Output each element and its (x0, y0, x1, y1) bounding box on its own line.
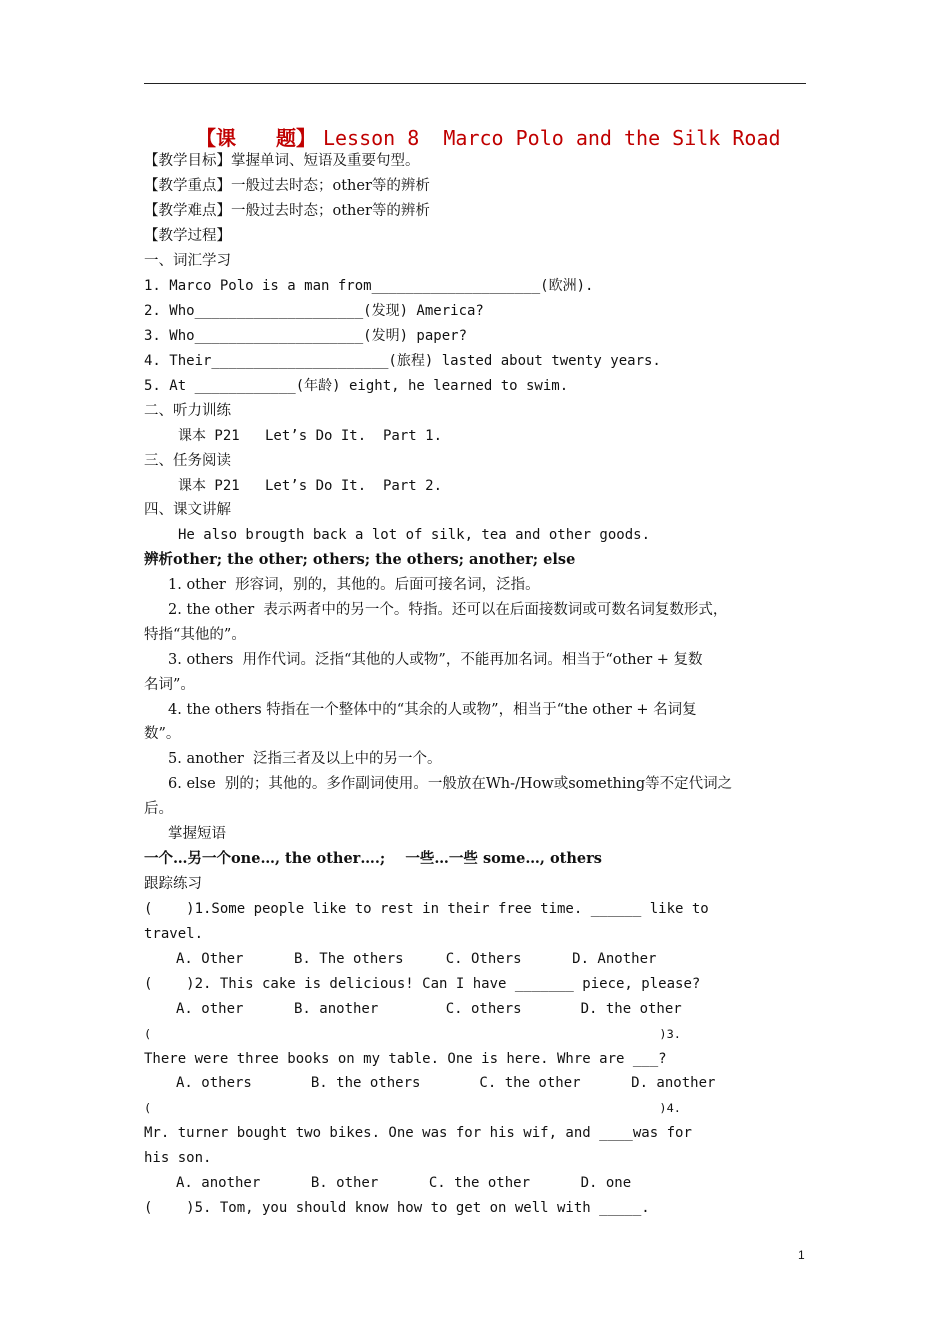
practice-heading: 跟踪练习 (144, 876, 202, 892)
analysis-item-the-others-cont: 数”。 (144, 726, 181, 742)
question-4: ( )4. (144, 1101, 681, 1115)
vocab-heading: 一、词汇学习 (144, 253, 231, 269)
title-text: Lesson 8 Marco Polo and the Silk Road (322, 126, 781, 150)
analysis-item-else-cont: 后。 (144, 801, 173, 817)
analysis-item-others: 3. others 用作代词。泛指“其他的人或物”，不能再加名词。相当于“other + 复数 (168, 652, 703, 668)
header-rule (144, 83, 806, 84)
question-2-options: A. other B. another C. others D. the other (176, 1001, 682, 1017)
analysis-item-another: 5. another 泛指三者及以上中的另一个。 (168, 751, 442, 767)
analysis-heading: 辨析other; the other; others; the others; another; else (144, 551, 576, 568)
objective-goal: 【教学目标】掌握单词、短语及重要句型。 (144, 153, 420, 169)
page-number: 1 (798, 1248, 805, 1262)
question-4-text: Mr. turner bought two bikes. One was for his wif, and ____was for (144, 1125, 692, 1141)
explain-text: He also brougth back a lot of silk, tea and other goods. (178, 527, 651, 543)
question-3-options: A. others B. the others C. the other D. another (176, 1075, 716, 1091)
analysis-item-other: 1. other 形容词，别的，其他的。后面可接名词，泛指。 (168, 577, 540, 593)
objective-focus: 【教学重点】一般过去时态；other等的辨析 (144, 178, 430, 194)
question-4-cont: his son. (144, 1150, 212, 1166)
analysis-item-others-cont: 名词”。 (144, 677, 195, 693)
reading-text: 课本 P21 Let’s Do It. Part 2. (178, 478, 443, 494)
question-3-text: There were three books on my table. One is here. Whre are ___? (144, 1051, 667, 1067)
objective-difficulty: 【教学难点】一般过去时态；other等的辨析 (144, 203, 430, 219)
phrases-line: 一个…另一个one…, the other….; 一些…一些 some…, others (144, 850, 602, 867)
question-3: ( )3. (144, 1027, 681, 1041)
question-2: ( )2. This cake is delicious! Can I have _______ piece, please? (144, 976, 701, 992)
question-1-cont: travel. (144, 926, 204, 942)
analysis-item-else: 6. else 别的；其他的。多作副词使用。一般放在Wh-/How或something等不定代词之 (168, 776, 733, 792)
phrases-heading: 掌握短语 (168, 826, 226, 842)
analysis-item-the-other-cont: 特指“其他的”。 (144, 627, 246, 643)
question-5: ( )5. Tom, you should know how to get on well with _____. (144, 1200, 650, 1216)
question-4-options: A. another B. other C. the other D. one (176, 1175, 632, 1191)
explain-heading: 四、课文讲解 (144, 502, 231, 518)
question-1-options: A. Other B. The others C. Others D. Another (176, 951, 657, 967)
listening-heading: 二、听力训练 (144, 403, 231, 419)
reading-heading: 三、任务阅读 (144, 453, 231, 469)
listening-text: 课本 P21 Let’s Do It. Part 1. (178, 428, 443, 444)
vocab-item: 4. Their_____________________(旅程) lasted about twenty years. (144, 353, 661, 369)
vocab-item: 5. At ____________(年龄) eight, he learned to swim. (144, 378, 569, 394)
analysis-item-the-other: 2. the other 表示两者中的另一个。特指。还可以在后面接数词或可数名词复数形式， (168, 602, 728, 618)
vocab-item: 2. Who____________________(发现) America? (144, 303, 484, 319)
vocab-item: 3. Who____________________(发明) paper? (144, 328, 468, 344)
question-1: ( )1.Some people like to rest in their free time. ______ like to (144, 901, 709, 917)
lesson-title (196, 125, 781, 151)
vocab-item: 1. Marco Polo is a man from____________________(欧洲). (144, 278, 594, 294)
objective-process: 【教学过程】 (144, 228, 231, 244)
title-label: 【课 题】 (196, 126, 316, 150)
analysis-item-the-others: 4. the others 特指在一个整体中的“其余的人或物”，相当于“the other + 名词复 (168, 702, 697, 718)
